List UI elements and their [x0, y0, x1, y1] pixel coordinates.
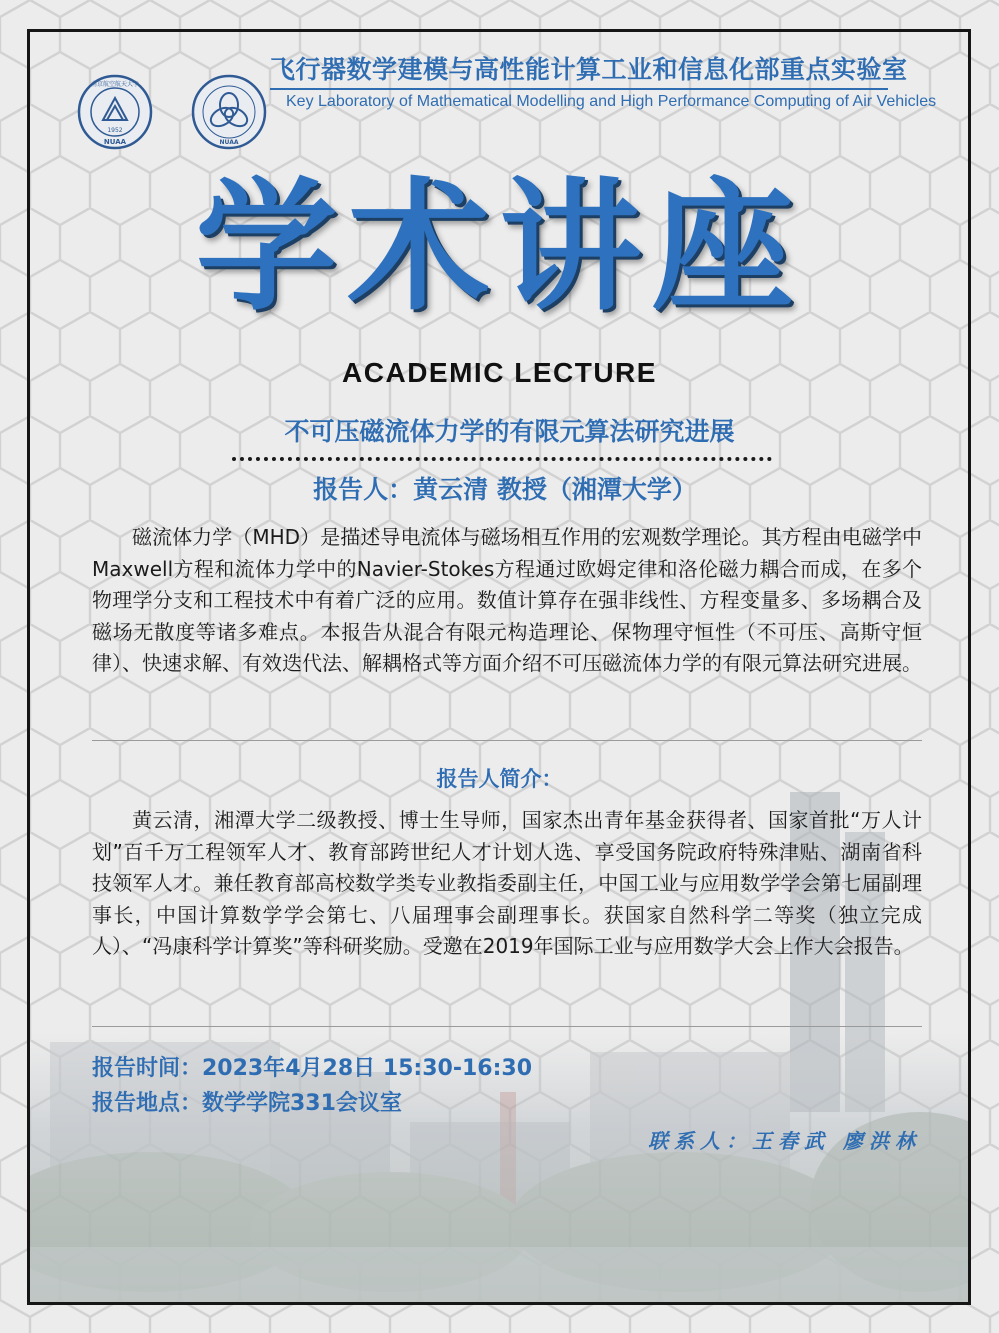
- abstract-text: 磁流体力学（MHD）是描述导电流体与磁场相互作用的宏观数学理论。其方程由电磁学中Maxwell方程和流体力学中的Navier-Stokes方程通过欧姆定律和洛伦磁力耦合而成，在多个物理学分支和工程技术中有着广泛的应用。数值计算存在强非线性、方程变量多、多场耦合及磁场无散度等诸多难点。本报告从混合有限元构造理论、保物理守恒性（不可压、高斯守恒律）、快速求解、有效迭代法、解耦格式等方面介绍不可压磁流体力学的有限元算法研究进展。: [92, 525, 922, 675]
- section-divider: [92, 1026, 922, 1027]
- section-divider: [92, 740, 922, 741]
- time-line: 报告时间：2023年4月28日 15:30-16:30: [92, 1056, 533, 1081]
- header-rule: [270, 88, 888, 90]
- logo-left-text: 南京航空航天大学: [90, 81, 140, 88]
- poster-subtitle: ACADEMIC LECTURE: [342, 357, 657, 388]
- talk-title: 不可压磁流体力学的有限元算法研究进展: [284, 417, 735, 446]
- place-line: 报告地点：数学学院331会议室: [92, 1091, 402, 1116]
- lab-name-chinese: 飞行器数学建模与高性能计算工业和信息化部重点实验室: [270, 55, 908, 84]
- logo-year: 1952: [107, 127, 123, 134]
- logo-abbr-right: NUAA: [219, 139, 239, 146]
- poster-title: 学术讲座: [195, 165, 804, 330]
- logo-abbr: NUAA: [103, 138, 127, 146]
- speaker-line: 报告人：黄云清 教授（湘潭大学）: [313, 475, 697, 504]
- lab-name-english: Key Laboratory of Mathematical Modelling and High Performance Computing of Air Vehicles: [286, 93, 937, 110]
- bio-text: 黄云清，湘潭大学二级教授、博士生导师，国家杰出青年基金获得者、国家首批“万人计划”百千万工程领军人才、教育部跨世纪人才计划人选、享受国务院政府特殊津贴、湖南省科技领军人才。兼任教育部高校数学类专业教指委副主任，中国工业与应用数学学会第七届副理事长，中国计算数学学会第七、八届理事会副理事长。获国家自然科学二等奖（独立完成人）、“冯康科学计算奖”等科研奖励。受邀在2019年国际工业与应用数学大会上作大会报告。: [92, 808, 922, 958]
- contact-line: 联系人：王春武 廖洪林: [648, 1129, 921, 1153]
- nuaa-university-logo: [77, 74, 153, 150]
- key-lab-logo: [191, 74, 267, 150]
- dotted-divider: [232, 457, 772, 461]
- bio-heading: 报告人简介：: [436, 767, 563, 791]
